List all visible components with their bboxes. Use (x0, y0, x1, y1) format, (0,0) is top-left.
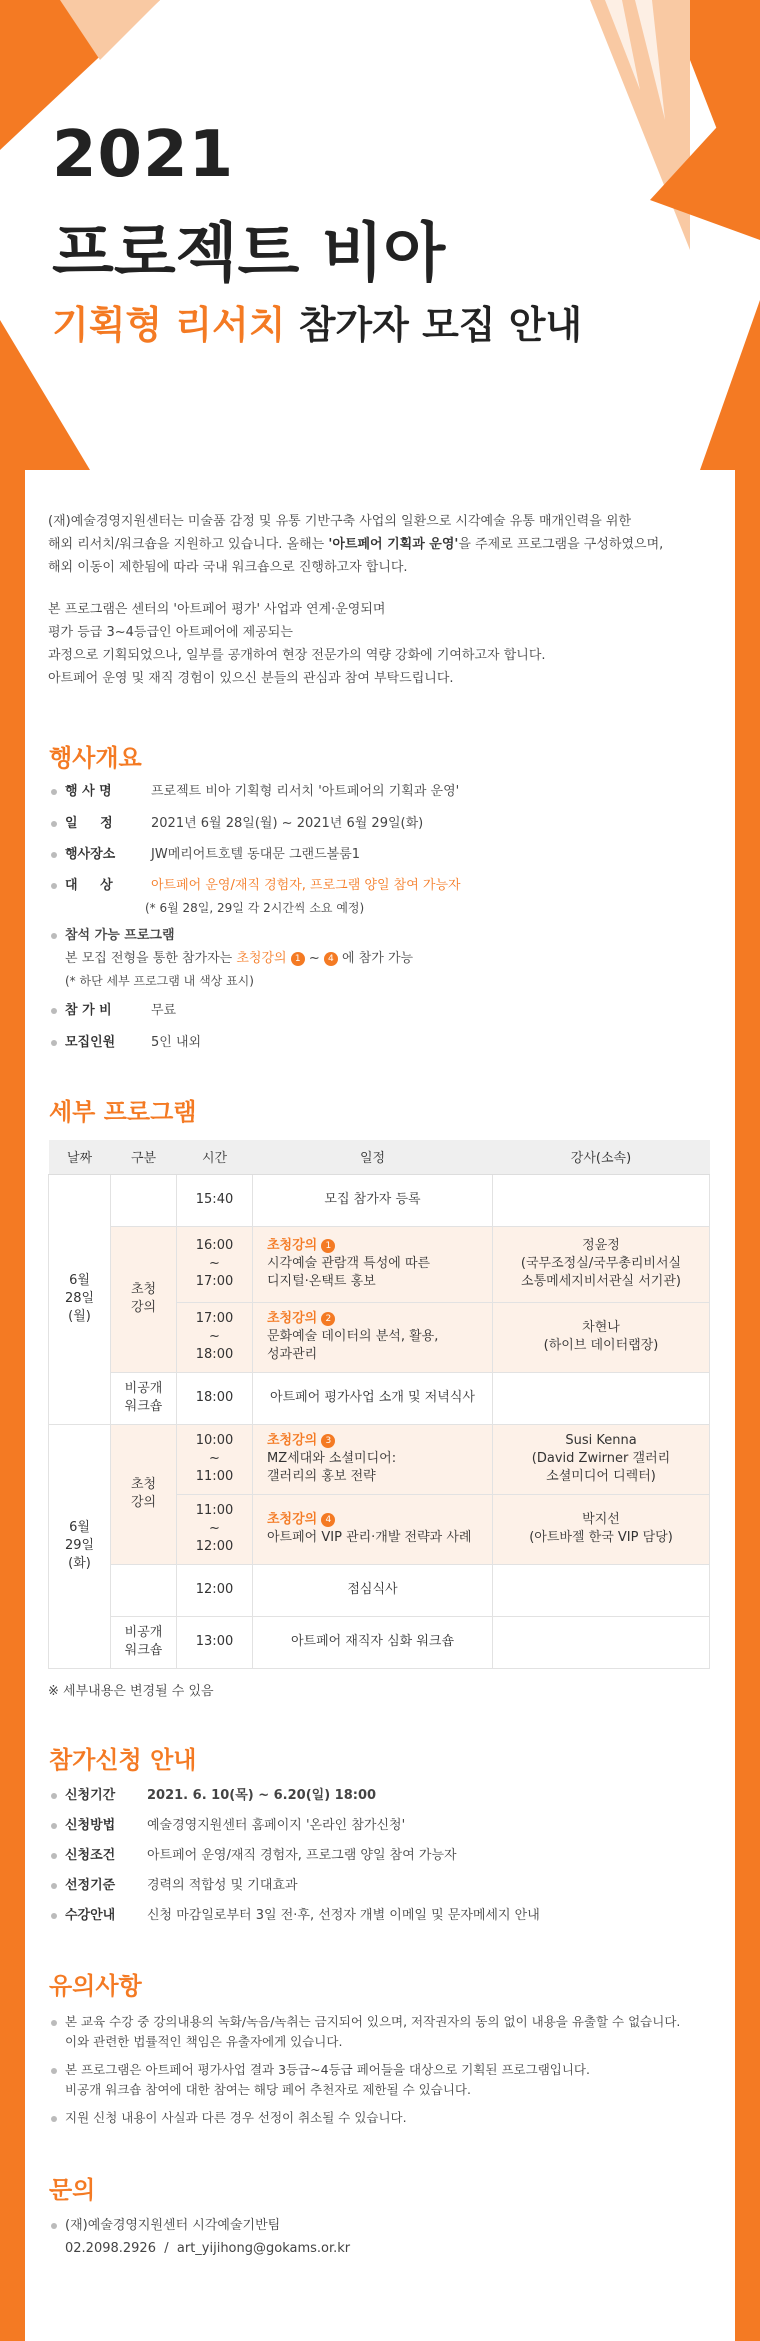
date-cell: 6월 28일 (월) (49, 1174, 111, 1424)
category-cell: 비공개 워크숍 (111, 1372, 177, 1424)
apply-value: 아트페어 운영/재직 경험자, 프로그램 양일 참여 가능자 (147, 1848, 457, 1863)
speaker-cell: 정윤정 (국무조정실/국무총리비서실 소통메세지비서관실 서기관) (493, 1226, 710, 1302)
category-cell (111, 1564, 177, 1616)
bullet-icon (51, 2223, 57, 2229)
schedule-text: 문화예술 데이터의 분석, 활용, 성과관리 (267, 1329, 439, 1362)
bullet-icon (51, 883, 57, 889)
schedule-cell: 아트페어 재직자 심화 워크숍 (253, 1616, 493, 1668)
table-row (49, 1226, 710, 1302)
schedule-cell: 모집 참가자 등록 (253, 1174, 493, 1226)
bullet-icon (51, 2116, 57, 2122)
program-table (48, 1140, 710, 1669)
contact-org (51, 2216, 701, 2236)
apply-label: 신청조건 (65, 1848, 116, 1863)
table-header: 날짜 (49, 1140, 111, 1174)
category-cell: 초청 강의 (111, 1424, 177, 1564)
speaker-cell: 박지선 (아트바젤 한국 VIP 담당) (493, 1494, 710, 1564)
available-text-a: 본 모집 전형을 통한 참가자는 (65, 951, 237, 966)
table-header: 일정 (253, 1140, 493, 1174)
caution-text: 본 교육 수강 중 강의내용의 녹화/녹음/녹취는 금지되어 있으며, 저작권자의 동의 없이 내용을 유출할 수 없습니다. (65, 2014, 681, 2029)
schedule-text: 아트페어 VIP 관리·개발 전략과 사례 (267, 1530, 472, 1545)
number-badge: 1 (291, 952, 305, 966)
number-badge: 4 (321, 1513, 335, 1527)
time-cell: 15:40 (177, 1174, 253, 1226)
bullet-icon (51, 933, 57, 939)
table-row (49, 1616, 710, 1668)
caution-text: 지원 신청 내용이 사실과 다른 경우 선정이 취소될 수 있습니다. (65, 2110, 407, 2125)
overview-item (51, 1033, 701, 1053)
category-cell: 초청 강의 (111, 1226, 177, 1372)
intro-line: 평가 등급 3~4등급인 아트페어에 제공되는 (48, 625, 293, 640)
section-title-contact: 문의 (49, 2176, 96, 2204)
table-row (49, 1372, 710, 1424)
quota-value: 5인 내외 (151, 1035, 202, 1050)
available-program (51, 926, 701, 946)
overview-label: 행사장소 (65, 847, 116, 862)
target-note: (* 6월 28일, 29일 각 2시간씩 소요 예정) (145, 901, 365, 915)
overview-label: 행 사 명 (65, 784, 112, 799)
time-cell: 10:00 ~ 11:00 (177, 1424, 253, 1494)
apply-label: 신청기간 (65, 1788, 116, 1803)
intro-text: 을 주제로 프로그램을 구성하였으며, (458, 537, 664, 552)
table-row (49, 1424, 710, 1494)
table-header: 강사(소속) (493, 1140, 710, 1174)
time-cell: 13:00 (177, 1616, 253, 1668)
speaker-cell (493, 1564, 710, 1616)
category-cell: 비공개 워크숍 (111, 1616, 177, 1668)
schedule-cell (253, 1424, 493, 1494)
apply-item (51, 1846, 701, 1866)
section-title-caution: 유의사항 (49, 1972, 142, 2000)
available-note: (* 하단 세부 프로그램 내 색상 표시) (65, 974, 254, 988)
intro-line: 본 프로그램은 센터의 '아트페어 평가' 사업과 연계·운영되며 (48, 602, 386, 617)
header-banner (0, 0, 760, 470)
apply-item (51, 1786, 701, 1806)
overview-item (51, 782, 701, 802)
apply-item (51, 1876, 701, 1896)
caution-item (51, 2108, 701, 2128)
fee-value: 무료 (151, 1003, 177, 1018)
caution-item (51, 2012, 701, 2052)
contact-details: 02.2098.2926 / art_yijihong@gokams.or.kr (65, 2241, 351, 2256)
overview-item (51, 845, 701, 865)
overview-item (51, 814, 701, 834)
schedule-cell (253, 1302, 493, 1372)
overview-label: 일 정 (65, 816, 113, 831)
intro-paragraph-1 (48, 510, 708, 579)
bullet-icon (51, 1040, 57, 1046)
available-text (65, 948, 413, 970)
overview-value: 프로젝트 비아 기획형 리서치 '아트페어의 기획과 운영' (151, 784, 460, 799)
apply-label: 신청방법 (65, 1818, 116, 1833)
caution-text: 비공개 워크숍 참여에 대한 참여는 해당 페어 추천자로 제한될 수 있습니다. (65, 2082, 471, 2097)
content-card (25, 470, 735, 2341)
number-badge: 3 (321, 1434, 335, 1448)
lecture-tag: 초청강의 (267, 1238, 318, 1253)
apply-label: 수강안내 (65, 1908, 116, 1923)
overview-value: 2021년 6월 28일(월) ~ 2021년 6월 29일(화) (151, 816, 424, 831)
available-text-c: 에 참가 가능 (337, 951, 414, 966)
intro-paragraph-2 (48, 598, 708, 690)
lecture-tag: 초청강의 (267, 1433, 318, 1448)
contact-org-text: (재)예술경영지원센터 시각예술기반팀 (65, 2218, 281, 2233)
category-cell (111, 1174, 177, 1226)
apply-value: 예술경영지원센터 홈페이지 '온라인 참가신청' (147, 1818, 406, 1833)
schedule-text: 시각예술 관람객 특성에 따른 디지털·온택트 홍보 (267, 1256, 431, 1289)
time-cell: 16:00 ~ 17:00 (177, 1226, 253, 1302)
time-cell: 17:00 ~ 18:00 (177, 1302, 253, 1372)
intro-emphasis: '아트페어 기획과 운영' (328, 537, 459, 552)
table-header: 구분 (111, 1140, 177, 1174)
bullet-icon (51, 1008, 57, 1014)
apply-label: 선정기준 (65, 1878, 116, 1893)
bullet-icon (51, 2020, 57, 2026)
speaker-cell (493, 1372, 710, 1424)
overview-value: 아트페어 운영/재직 경험자, 프로그램 양일 참여 가능자 (151, 878, 461, 893)
available-lecture: 초청강의 (236, 951, 287, 966)
bullet-icon (51, 1853, 57, 1859)
title-year: 2021 (52, 118, 235, 192)
page-title: 프로젝트 비아 (52, 217, 446, 291)
bullet-icon (51, 1793, 57, 1799)
speaker-cell: 차현나 (하이브 데이터랩장) (493, 1302, 710, 1372)
subtitle-rest: 참가자 모집 안내 (298, 303, 583, 347)
available-label: 참석 가능 프로그램 (65, 928, 175, 943)
apply-value: 2021. 6. 10(목) ~ 6.20(일) 18:00 (147, 1788, 377, 1803)
schedule-text: MZ세대와 소셜미디어: 갤러리의 홍보 전략 (267, 1451, 397, 1484)
caution-text: 이와 관련한 법률적인 책임은 유출자에게 있습니다. (65, 2034, 343, 2049)
schedule-cell: 점심식사 (253, 1564, 493, 1616)
apply-value: 신청 마감일로부터 3일 전·후, 선정자 개별 이메일 및 문자메세지 안내 (147, 1908, 540, 1923)
speaker-cell (493, 1616, 710, 1668)
time-cell: 11:00 ~ 12:00 (177, 1494, 253, 1564)
bullet-icon (51, 1913, 57, 1919)
time-cell: 18:00 (177, 1372, 253, 1424)
schedule-cell (253, 1494, 493, 1564)
number-badge: 1 (321, 1239, 335, 1253)
subtitle-accent: 기획형 리서치 (52, 303, 286, 347)
fee-label: 참 가 비 (65, 1003, 112, 1018)
apply-item (51, 1906, 701, 1926)
table-header-row (49, 1140, 710, 1174)
intro-line: 과정으로 기획되었으나, 일부를 공개하여 현장 전문가의 역량 강화에 기여하고자 합니다. (48, 648, 546, 663)
bullet-icon (51, 852, 57, 858)
section-title-program: 세부 프로그램 (49, 1098, 197, 1126)
overview-item (51, 876, 701, 896)
bullet-icon (51, 2068, 57, 2074)
table-header: 시간 (177, 1140, 253, 1174)
intro-line: 아트페어 운영 및 재직 경험이 있으신 분들의 관심과 참여 부탁드립니다. (48, 671, 454, 686)
overview-value: JW메리어트호텔 동대문 그랜드볼룸1 (151, 847, 361, 862)
program-note: ※ 세부내용은 변경될 수 있음 (48, 1684, 214, 1699)
intro-line: 해외 이동이 제한됨에 따라 국내 워크숍으로 진행하고자 합니다. (48, 560, 408, 575)
bullet-icon (51, 1883, 57, 1889)
bullet-icon (51, 1823, 57, 1829)
tilde: ~ (304, 951, 324, 966)
speaker-cell (493, 1174, 710, 1226)
apply-value: 경력의 적합성 및 기대효과 (147, 1878, 298, 1893)
quota-label: 모집인원 (65, 1035, 116, 1050)
table-row (49, 1564, 710, 1616)
bullet-icon (51, 821, 57, 827)
schedule-cell (253, 1226, 493, 1302)
intro-text: 해외 리서치/워크숍을 지원하고 있습니다. 올해는 (48, 537, 329, 552)
number-badge: 4 (324, 952, 338, 966)
section-title-overview: 행사개요 (49, 744, 142, 772)
schedule-cell: 아트페어 평가사업 소개 및 저녁식사 (253, 1372, 493, 1424)
lecture-tag: 초청강의 (267, 1311, 318, 1326)
intro-line (48, 533, 708, 556)
number-badge: 2 (321, 1312, 335, 1326)
intro-line: (재)예술경영지원센터는 미술품 감정 및 유통 기반구축 사업의 일환으로 시각예술 유통 매개인력을 위한 (48, 514, 632, 529)
caution-text: 본 프로그램은 아트페어 평가사업 결과 3등급~4등급 페어들을 대상으로 기획된 프로그램입니다. (65, 2062, 590, 2077)
apply-item (51, 1816, 701, 1836)
overview-item (51, 1001, 701, 1021)
lecture-tag: 초청강의 (267, 1512, 318, 1527)
overview-label: 대 상 (65, 878, 113, 893)
page-subtitle (52, 294, 582, 349)
date-cell: 6월 29일 (화) (49, 1424, 111, 1668)
table-row (49, 1174, 710, 1226)
time-cell: 12:00 (177, 1564, 253, 1616)
section-title-apply: 참가신청 안내 (49, 1746, 197, 1774)
speaker-cell: Susi Kenna (David Zwirner 갤러리 소셜미디어 디렉터) (493, 1424, 710, 1494)
caution-item (51, 2060, 701, 2100)
bullet-icon (51, 789, 57, 795)
